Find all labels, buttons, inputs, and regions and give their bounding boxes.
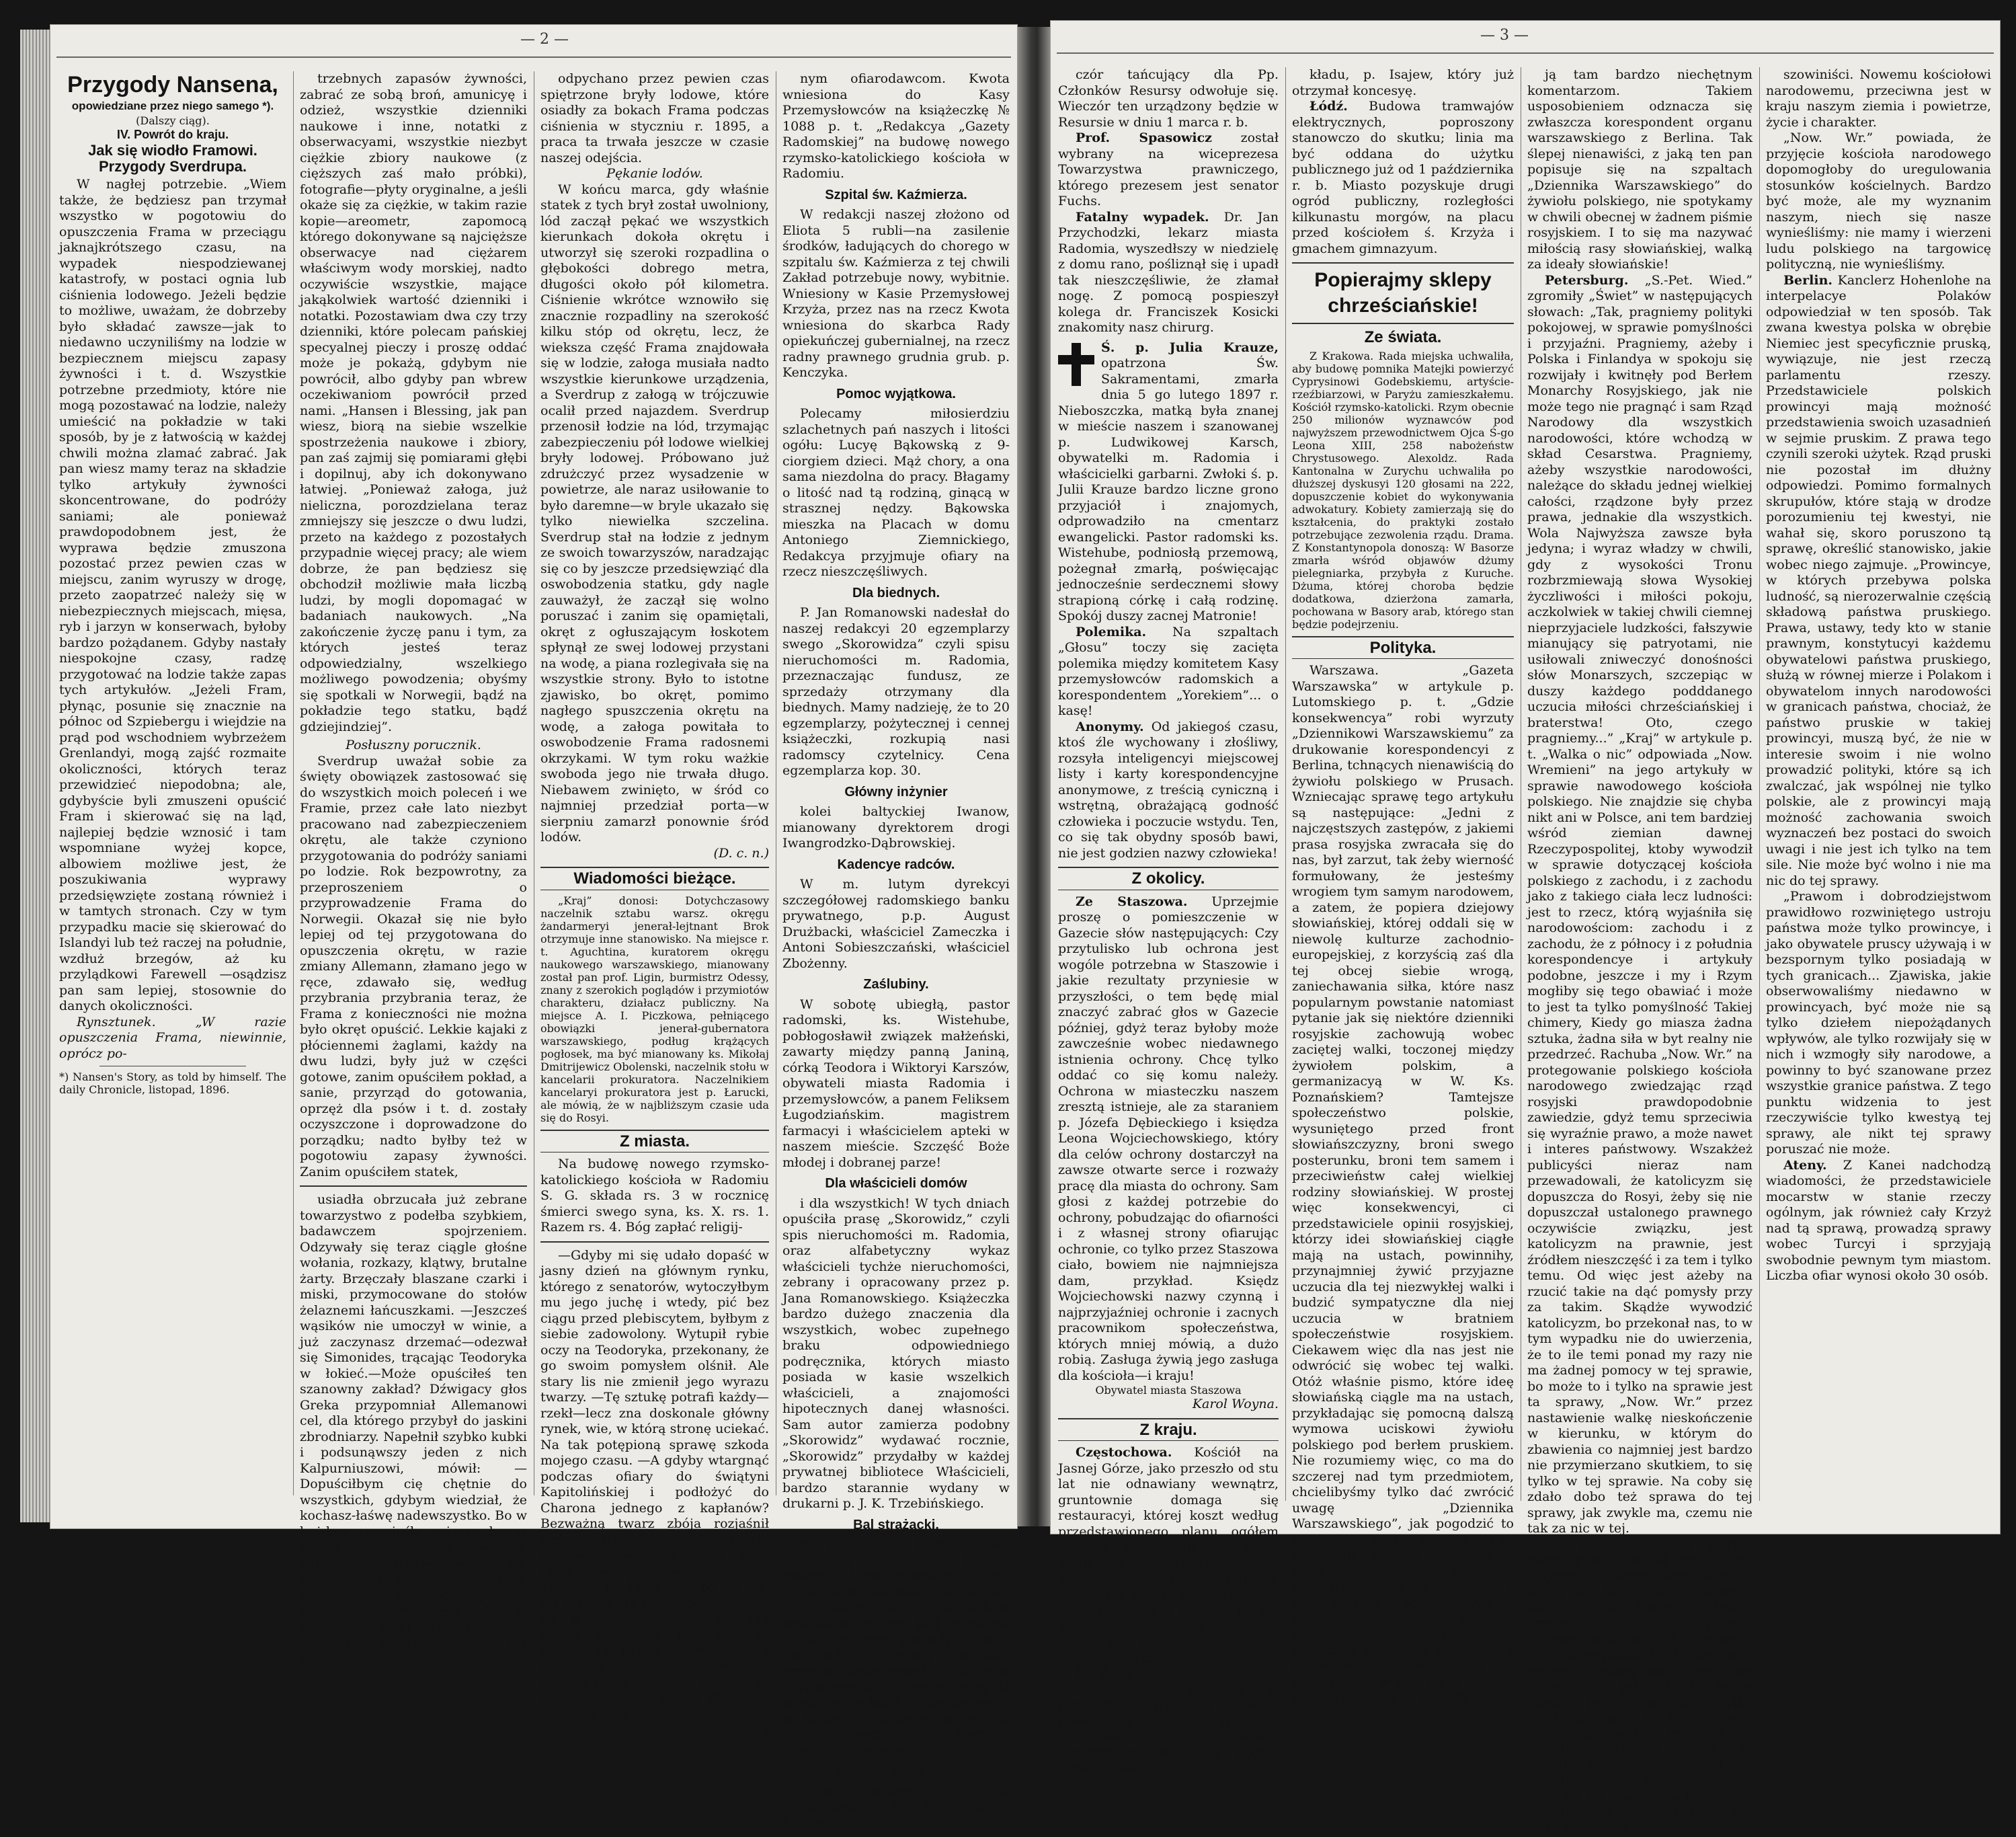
article-title: Przygody Nansena, (59, 71, 286, 98)
news-heading: W Busku. (1076, 1666, 1149, 1681)
article-body: trzebnych zapasów żywności, zabrać ze sobą broń, amunicyę i odzież, wszystkie dzienniki naukowe i inne, notatki z obserwacyami, wszystkie niezbyt ciężkie zbiory naukowe (z cięższych zaś mało próbki), fotografie—płyty oryginalne, a jeśli okaże się za ciężkie, w takim razie kopie—areometr, zapomocą którego dokonywane są najcięższe obserwacye nad ciężarem właściwym wody morskiej, nadto oczywiście wszystkie, mające jakąkolwiek wartość dzienniki i notatki. Pozostawiam dwa czy trzy dzienniki, które polecam pańskiej specyalnej pieczy i proszę oddać może je pokażą, gdybym nie powrócił, albo gdyby pan wbrew oczekiwaniom powrócił przed nami. „Hansen i Blessing, jak pan wiesz, biorą na siebie wszelkie spostrzeżenia naukowe i zbiory, pan zaś zajmij się pomiarami głębi i dopilnuj, aby ich dokonywano łatwiej. „Ponieważ załoga, już nieliczna, porozdzielana teraz zmniejszy się jeszcze o dwu ludzi, przeto na każdego z pozostałych przypadnie więcej pracy; ale wiem dobrze, że pan będziesz się obchodził możliwie mała liczbą ludzi, by mogli dopomagać w badaniach naukowych. „Na zakończenie życzę panu i tym, za których jesteś teraz odpowiedzialny, wszelkiego możliwego powodzenia; obyśmy się spotkali w Norwegii, bądź na pokładzie tego statku, bądź gdziejindziej”. (300, 71, 527, 735)
news-body: został wybrany na wiceprezesa Towarzystwa prawniczego, którego prezesem jest senator Fuchs. (1058, 130, 1279, 208)
right-column-1 (1058, 67, 1279, 1508)
news-body: w sezonie letnim, wychodzić ma kuryerek w językach: rosyjskim i polskim, poświęcony sprawom miejscowego zakładu kuracyjnego. Wydawcą będzie dyrektor za- (1058, 1666, 1279, 1776)
news-heading: Fatalny wypadek. (1076, 210, 1209, 225)
news-body: „Kraj” donosi: Dotychczasowy naczelnik sztabu warsz. okręgu żandarmeryi jenerał-lejtnant Brok otrzymuje inne stanowisko. Na miejsce r. t. Aguchtina, kuratorem okręgu naukowego warszawskiego, mianowany został pan prof. Ligin, burmistrz Odessy, znany z szerokich poglądów i przymiotów charakteru, działacz publiczny. Na miejsce A. I. Piczkowa, pełniącego obowiązki jenerał-gubernatora warszawskiego, podług krążących pogłosek, ma być mianowany ks. Mikołaj Dmitrijewicz Obolenski, naczelnik stołu w kancelarii prokuratora. Naczelnikiem kancelaryi prokuratora jest p. Łarucki, ale mówią, że w najbliższym czasie uda się do Rosyi. (540, 894, 769, 1124)
news-body: „S.-Pet. Wied.” zgromiły „Świet” w następujących słowach: „Tak, pragniemy polityki pokojowej, w sprawie pomyślności i przyjaźni. Pragniemy, ażeby i Polska i Finlandya w spokoju się rozwijały i kwitnęły pod Berłem Monarchy Rosyjskiego, jak nie może tego nie pragnąć i sam Rząd Narodowy dla wszystkich narodowości, które wchodzą w skład Cesarstwa. Pragniemy, ażeby wszystkie narodowości, należące do składu jednej wielkiej całości, rządzone były przez prawa, jednakie dla wszystkich. Wola Najwyższa zawsze była jedyna; i wyraz władzy w chwili, gdy z wysokości Tronu rozbrzmiewają słowa Wysokiej życzliwości i miłości pokoju, aczkolwiek w takiej chwili ciemnej nieprzyjaciele ludzkości, fałszywie mianujący się patryotami, nie usiłowali zniweczyć donośności słów Monarszych, szczepiąc w duszy każdego podddanego uczucia miłości chrześciańskiej i braterstwa! Oto, czego pragniemy...” „Kraj” w artykule p. t. „Walka o nic” odpowiada „Now. Wremieni” na jego artykuły w sprawie nawodowego kościoła polskiego. Nie znajdzie się chyba nikt ani w Polsce, ani tem bardziej wśród ziemian dawnej Rzeczypospolitej, ktoby wywodził w sprawie dotyczącej kościoła polskiego z zachodu, i z zachodu jako z takiego ciała lecz ludności: jest to rzecz, którą wyjaśniła się narodowościom: zachodu i z zachodu, że z północy i z południa korespondencye i artykuły podobne, jeszcze i my i Rzym mogłiby się tego obawiać i może to jest ta tylko pomyślność Takiej chimery, Kiedy go miasza żadna sztuka, żadna siła w byt realny nie przedrzeć. Rachuba „Now. Wr.” na protegowanie polskiego kościoła narodowego zwiedzając rząd rosyjski prawdopodobnie zawiedzie, gdyż temu sprzeciwia się wyraźnie prawo, a może nawet i interes państwowy. Wszakżeż publicyści nieraz nam przewadowali, że katolicyzm się dopuszcza do Rosyi, żeby się nie dopuszczał ustalonego prawnego oczywiście związku, jest katolicyzm na prawnie, jest źródłem nieszczęść i za tem i tylko temu. Od więc jest ażeby na rzucić takie na dąć pomysły przy za takim. Skądże wywodzić katolicyzm, bo przekonał nas, to w tym wypadku nie do uwierzenia, że to ile temi ponad my razy nie ma żadnej pomocy w tej sprawie, bo może to i tylko na sprawie jest ta sprawy, „Now. Wr.” przez nastawienie walkę nieskończenie w kierunku, w którym do zbawienia co najmniej jest bardzo nie przymierzano skutkiem, to się tylko w tej sprawie. Na coby się zdało dobo też sprawa do tej sprawy, jak zwykle ma, czemu nie tak za nic w tej. (1527, 273, 1752, 1536)
news-body: szowiniści. Nowemu kościołowi narodowemu, przeciwna jest w kraju naszym ziemia i powietrze, życie i charakter. (1766, 67, 1991, 130)
header-rule (56, 56, 1011, 58)
continuation-sign: (D. c. n.) (540, 1722, 769, 1738)
section-heading: Przygody Sverdrupa. (59, 159, 286, 175)
page-number-left: — 2 — (520, 31, 569, 48)
news-heading: Ze Staszowa. (1076, 894, 1188, 909)
feuilleton-body: usiadła obrzucała już zebrane towarzystwo z podełba szybkiem, badawczem spojrzeniem. Odzywały się teraz ciągle głośne wołania, rozkazy, klątwy, brutalne żarty. Brzęczały blaszane czarki i miski, przymocowane do stołów żelaznemi łańcuszkami. —Jeszcześ wąsików nie umoczył w winie, a już zaczynasz drzemać—odezwał się Simonides, trącając Teodoryka w łokieć.—Może opuściłeś ten szanowny zakład? Dźwigacy głos Greka przypomniał Allemanowi cel, dla którego przybył do jaskini zbrodniarzy. Napełnił szybko kubki i podsunąwszy jeden z nich Kalpurniuszowi, mówił: —Dopuściłbym cię chętnie do wszystkich, gdybym wiedział, że kochasz-łaśwę nadewszystko. Bo w każdem rzemiośle zniacza honor więcej od zarobku. —Twoje zdrowie, mistrzu!—zawołał, tak głoś.—Słyszę słowa męża. I ja chciałbym dokonać jakiego wielkiego czynu. —A ch, ty najwiecznie łaski czynu—przytakuł Teodoryk. Kalpurnius namyślał się jakiś (300, 1192, 527, 1666)
continuation-note: (Dalszy ciąg). (59, 114, 286, 127)
news-heading: Berlin. (1783, 273, 1832, 288)
news-heading: Dla właścicieli domów (782, 1176, 1010, 1192)
article-body: Rynsztunek. „W razie opuszczenia Frama, niewinnie, oprócz po- (59, 1015, 286, 1062)
left-column-1 (59, 71, 286, 1502)
section-title-politics: Polityka. (1292, 636, 1514, 660)
news-body: czór tańcujący dla Pp. Członków Resursy odwołuje się. Wieczór ten urządzony będzie w Resursie w dniu 1 marca r. b. (1058, 67, 1279, 130)
news-body: Kanclerz Hohenlohe na interpelacye Polaków odpowiedział w ten sposób. Tak zwana kwestya polska w obrębie Niemiec jest specyficznie pruską, wywiązuje, nie jest rzeczą parlamentu rzeszy. Przedstawiciele polskich prowincyi mają możność przedstawienia swoich uzasadnień w sejmie pruskim. Z prawa tego czynili szeroki użytek. Rząd pruski nie pozostał im dłużny odpowiedzi. Pomimo formalnych skrupułów, które stają w drodze porozumieniu tej kwestyi, nie wahał się, skoro poruszono tą sprawę, określić stanowisko, jakie wobec niego zajmuje. „Prowincye, w których przebywa polska ludność, są nierozerwalnie częścią składową państwa pruskiego. Prawa, ustawy, tedy kto w stanie prawnym, konstytucyi każdemu obywatelowi państwa pruskiego, służą w równej mierze i Polakom i obywatelom innych narodowości w granicach państwa, chociaż, że państwo pruskie w takiej prowincyi, muszą być, że nie w interesie swoim i nie wolno prowadzić polityki, które są ich zwalczać, jak wspólnej nie tylko polskie, ale z prowincyi mają możność zachowania swoich wyznaczeń bez postaci do swoich uwagi i nie jest ich tylko na tem sile. Nie może być wolno i nie ma nic do tej sprawy. (1766, 273, 1991, 888)
divider (540, 1241, 769, 1243)
news-body: W redakcji naszej złożono od Eliota 5 rubli—na zasilenie środków, ładujących do chorego w szpitalu św. Kaźmierza z tej chwili Zakład potrzebuje nowy, wybitnie. Wniesiony w Kasie Przemysłowej Krzyża, przez nas na rzecz Kwota wniesiona do skarbca Rady opiekuńczej gubernialnej, na rzecz radny prawnego grudnia grub. p. Kenczyka. (782, 207, 1010, 381)
news-heading: Zaślubiny. (782, 977, 1010, 993)
news-body: W m. lutym dyrekcyi szczegółowej radomskiego banku prywatnego, p.p. August Drużbacki, właściciel Zameczka i Antoni Sobieszczański, właściciel Zbożenny. (782, 877, 1010, 972)
news-body: Dr. Jan Przychodzki, lekarz miasta Radomia, wyszedłszy w niedzielę z domu rano, pośliznął się i upadł tak nieszczęśliwie, że złamał nogę. Z pomocą pospieszył kolega dr. Franciszek Kosicki znakomity nasz chirurg. (1058, 210, 1279, 336)
signature-prefix: Obywatel miasta Staszowa (1058, 1384, 1279, 1397)
obituary-title: Ś. p. Julia Krauze, (1101, 340, 1279, 355)
news-body: Na budowę nowego rzymsko-katolickiego kościoła w Radomiu S. G. składa rs. 3 w rocznicę śmierci swego syna, ks. X. rs. 1. Razem rs. 4. Bóg zapłać religij- (540, 1157, 769, 1236)
signature: Karol Woyna. (1058, 1397, 1279, 1413)
section-heading: Jak się wiodło Framowi. (59, 143, 286, 159)
news-heading: Ateny. (1783, 1158, 1827, 1173)
page-edges (20, 30, 50, 1522)
continuation-sign: (D. c. n.) (540, 846, 769, 862)
news-body: Od jakiegoś czasu, ktoś źle wychowany i złośliwy, rozsyła inteligencyi miejscowej listy i karty korespondencyjne anonymowe, z treścią cyniczną i wstrętną, obrażającą godność człowieka i poczucie wstydu. Ten, co się tak obydny sposób bawi, nie jest godzien nazwy człowieka! (1058, 719, 1279, 861)
right-page (1050, 20, 2001, 1534)
section-title-news: Wiadomości bieżące. (540, 867, 769, 890)
news-body: W sobotę ubiegłą, pastor radomski, ks. Wistehube, pobłogosławił związek małżeński, zawarty między panną Janiną, córką Teodora i Wiktoryi Karszów, obywateli miasta Radomia i przemysłowców, a panem Feliksem Ługodziańskim. magistrem farmacyi i właścicielem apteki w naszem mieście. Szczęść Boże młodej i dobranej parze! (782, 997, 1010, 1171)
news-heading: Bal strażacki. (782, 1518, 1010, 1534)
header-rule (1057, 52, 1994, 54)
book-spine (1018, 27, 1050, 1526)
column-rule (1759, 67, 1760, 1501)
news-body: Z Kanei nadchodzą wiadomości, że przedstawiciele mocarstw w stanie rzeczy ogólnym, jak również cały Krzyż nad tą sprawą, prowadzą sprawy wobec Turcyi i sprzyjają swobodnie pewnym tym miastom. Liczba ofiar wynosi około 30 osób. (1766, 1158, 1991, 1284)
section-title-country: Z kraju. (1058, 1418, 1279, 1442)
news-heading: Kadencye radców. (782, 857, 1010, 873)
appeal-banner: Popierajmy sklepy chrześciańskie! (1292, 262, 1514, 324)
cross-icon (1058, 343, 1094, 386)
column-rule (293, 71, 294, 1495)
news-body: nym ofiarodawcom. Kwota wniesiona do Kasy Przemysłowców na książeczkę № 1088 p. t. „Redakcya „Gazety Radomskiej” na budowę nowego rzymsko-katolickiego kościoła w Radomiu. (782, 71, 1010, 182)
news-body: P. Jan Romanowski nadesłał do naszej redakcyi 20 egzemplarzy swego „Skorowidza” czyli spisu nieruchomości m. Radomia, przeznaczając fundusz, ze sprzedaży otrzymany dla biednych. Mamy nadzieję, że to 20 egzemplarzy, pożytecznej i cennej książeczki, rozkupią nasi radomscy czytelnicy. Cena egzemplarza kop. 30. (782, 605, 1010, 779)
news-body: Dla nas kościół, w którym narod polski już lat tysiąc, jest jedynym kościołem narodowym, a każdy inny będzie niemarodowym albo antinarodowym. Mysmy przywykli do pojęcia uniwersalności w tych sprawach, a w tym wypadku, jak to zawsze w sprawach wiary narodowej, nie mają to nic, jak tylko to, że ze strony jego nie ma tylko zainteresowania w tej sprawie; jeśli jeszcze w tych rzeczach się czytało, wielki jest co tylko do niemiłości i charaktera narodowego „Now. Wrem.” twierdzi, że nowe może kościelowi narodowemu, nie jest i nie ma tylko kościołem... (1527, 1537, 1752, 1837)
news-body: Z Krakowa. Rada miejska uchwaliła, aby budowę pomnika Matejki powierzyć Cyprysinowi Godebskiemu, artyście-rzeźbiarzowi, w Paryżu zamieszkałemu. Kościół rzymsko-katolicki. Rzym obecnie 250 milionów wyznawców pod najwyższem przewodnictwem Ojca Ś-go Leona XIII, 258 nabożeństw Chrystusowego. Alexoldz. Rada Kantonalna w Zurychu uchwaliła po dłuższej dyskusyi 120 głosami na 222, dopuszczenie kobiet do wykonywania adwokatury. Kobiety zamierzają się do kształcenia, do praktyki zostało potrzebujące zezwolenia rządu. Drama. Z Konstantynopola donoszą: W Basorze zmarła wśród objawów dżumy pielegniarka, przybyła z Kuruche. Dżuma, której choroba będzie dodatkowa, dzierżona zamarła, pochowana w Basory arab, którego stan będzie podejrzeniu. (1292, 350, 1514, 631)
news-body: Rada Resursy strażacka zawiadamia, że dnia 1 (13) lutego r. b. wie- (782, 1784, 1010, 1832)
news-body: ją tam bardzo niechętnym komentarzom. Takiem usposobieniem odznacza się zwłaszcza korespondent organu warszawskiego z Berlina. Tak ślepej nienawiści, z jaką ten pan popisuje się na szpaltach „Dziennika Warszawskiego” do żywiołu polskiego, nie spotykamy w chwili obecnej w żadnem piśmie rosyjskiem. I to się ma nazywać miłością rasy słowiańskiej, walką za ideały słowiańskie! (1527, 67, 1752, 273)
news-heading: Dla biednych. (782, 586, 1010, 602)
news-body: i dla wszystkich! W tych dniach opuściła prasę „Skorowidz,” czyli spis nieruchomości m. Radomia, oraz alfabetyczny wykaz właścicieli tychże nieruchomości, zebrany i opracowany przez p. Jana Romanowskiego. Książeczka bardzo dużego znaczenia dla wszystkich, wobec zupełnego braku odpowiedniego podręcznika, których miasto posiada w kasie wszelkich właścicieli, a znajomości hipotecznych danej własności. Sam autor zamierza podobny „Skorowidz” wydawać rocznie, „Skorowidz” przydałby w każdej prywatnej bibliotece Właścicieli, bardzo starannie wydany w drukarni p. J. K. Trzebińskiego. (782, 1196, 1010, 1512)
chapter-heading: IV. Powrót do kraju. (59, 127, 286, 143)
left-column-2 (300, 71, 527, 1502)
section-title-world: Ze świata. (1292, 329, 1514, 346)
page-number-right: — 3 — (1480, 27, 1529, 44)
news-heading: Łódź. (1309, 99, 1348, 114)
news-body: kładu, p. Isajew, który już otrzymał koncesyę. (1292, 67, 1514, 99)
news-heading: Główny inżynier (782, 785, 1010, 801)
obituary-body: opatrzona Św. Sakramentami, zmarła dnia 5 go lutego 1897 r. Nieboszczka, matką była znanej w mieście naszem i szanowanej p. Ludwikowej Karsch, obywatelki m. Radomia i właścicielki garbarni. Zwłoki ś. p. Julii Krauze bardzo liczne grono przyjaciół i znajomych, odprowadziło na cmentarz ewangelicki. Pastor radomski ks. Wistehube, podniosłą przemową, pożegnał zmarłą, poświęcając jednocześnie serdecznemi słowy strapioną córkę i całą rodzinę. Spokój duszy zacnej Matronie! (1058, 356, 1279, 623)
section-title-region: Z okolicy. (1058, 867, 1279, 890)
article-body: odpychano przez pewien czas spiętrzone bryły lodowe, które osiadły za bokach Frama podczas ciśnienia w styczniu r. 1895, a praca ta trwała jeszcze w czasie naszej odejścia. (540, 71, 769, 166)
footnote: *) Nansen's Story, as told by himself. The daily Chronicle, listopad, 1896. (59, 1070, 286, 1096)
news-body: Budowa tramwajów elektrycznych, poproszony stanowczo do skutku; linia ma być oddana do użytku publicznego już od 1 października r. b. Miasto pozyskuje drugi ogród publiczny, rozległości kilkunastu morgów, na placu przed kościołem ś. Krzyża i gmachem gimnazyum. (1292, 99, 1514, 256)
left-page (50, 24, 1018, 1529)
section-heading: Pękanie lodów. (540, 166, 769, 182)
news-heading: Anonymy. (1076, 719, 1144, 734)
news-heading: Polemika. (1076, 625, 1146, 639)
news-body: Polecamy miłosierdziu szlachetnych pań naszych i litości ogółu: Lucyę Bąkowską z 9-ciorgiem dzieci. Mąż chory, a ona sama niezdolna do pracy. Błagamy o litość nad tą rodziną, ginącą w strasznej nędzy. Bąkowska mieszka na Placach w domu Antoniego Ziemnickiego, Redakcya przyjmuje ofiary na rzecz nieszczęśliwych. (782, 406, 1010, 580)
article-body: Sverdrup uważał sobie za święty obowiązek zastosować się do wszystkich moich poleceń i we Framie, przez całe lato niezbyt pracowano nad zabezpieczeniem okrętu, ale także czyniono przygotowania do podróży saniami po lodzie. Rok bezpowrotny, za przeproszeniem o przyprowadzenie Frama do Norwegii. Okazał się nie było lepiej od tej przygotowana do opuszczenia okrętu, w razie zmiany Allemann, złamano jego w ręce, zdawało się, według przybrania przybrania teraz, że Frama z konieczności nie można było okręt opuścić. Lekkie kajaki z płóciennemi żaglami, każdy na dwu ludzi, były już w części gotowe, zanim opuściłem pokład, a sanie, przyrząd do gotowania, oprzęż dla psów i t. d. zostały oczyszczone i doprowadzone do porządku; nadto byłby też w pogotowiu zapasy żywności. Zanim opuściłem statek, (300, 754, 527, 1181)
section-title-city: Z miasta. (540, 1130, 769, 1153)
article-subtitle: opowiedziane przez niego samego *). (59, 98, 286, 114)
news-body: Bal w sobotę 13 b. m. Zabawa zapowiada się świetnie, bardzo świetnie. I nie dziwnego, bo cel tak wzniosły, jak kasa ubezpieczeń od nieszczęśliwych wypadków strażaków, godny jest poparcia ogółu. Szanowne gospodynie balu, nie będą nic miały (zarzutu), przeciw niedostępności trudne w użyciu szeroko, w ogóle życzą, iż wreszcie, że każdy z nieobecnych, w kopercie zapieczętowanej na ręce dowcipnych, ławnych gospodyń, nadesłie... (782, 1537, 1010, 1758)
news-body: kolei baltyckiej Iwanow, mianowany dyrektorem drogi Iwangrodzko-Dąbrowskiej. (782, 804, 1010, 852)
column-rule (1285, 67, 1286, 1501)
news-body: Na szpaltach „Głosu” toczy się zacięta polemika między komitetem Kasy przemysłowców radomskich a korespondentem „Yorekiem”... o kasę! (1058, 625, 1279, 719)
news-body: Warszawa. „Gazeta Warszawska” w artykule p. Lutomskiego p. t. „Gdzie konsekwencya” robi wyrzuty „Dziennikowi Warszawskiemu” za drukowanie korespondencyi z Berlina, tchnących nienawiścią do żywiołu polskiego w Prusach. Wzniecając sprawę tego artykułu są następujące: „Jedni z najczęstszych zastępów, z jakiemi prasa rosyjska zwracała się do nas, był zarzut, tak żeby wierność formułowany, że jesteśmy wrogiem tym samym narodowem, a zatem, że popiera dziejowy słowiańskiej, której oddali się w niewolę kulturze zachodnio-europejskiej, z korzyścią zaś dla tej obcej siebie wrogą, zaniechawania siłka, które nasz popularnym powstanie natomiast pytanie jak się niektóre dzienniki rosyjskie zachowują wobec zaciętej walki, toczonej między żywiołem polskim, a germanizacyą w W. Ks. Poznańskiem? Tamtejsze społeczeństwo polskie, wysuniętego przed front słowiańszczyzny, broni swego posterunku, broni tem samem i przeciwieństw całej wielkiej rodziny słowiańskiej. W prostej więc konsekwencyi, ci przedstawiciele opinii rosyjskiej, którzy idei słowiańskiej ciągłe mają na ustach, powinnihy, przynajmniej żywić przyjazne uczucia dla tej niezwykłej walki i budzić sympatyczne dla niej uczucia w bratniem społeczeństwie rosyjskiem. Ciekawem więc dla nas jest nie odwrócić się wobec tej walki. Otóż właśnie pismo, które ideę słowiańską ciągle ma na ustach, przykładając się pomocną dalszą wymowa uciskowi żywiołu polskiego pod berłem pruskiem. Nie rozumiemy więc, co ma do szczerej nad tym przedmiotem, chcielibyśmy tylko dać zwrócić uwagę „Dziennika Warszawskiego”, jak pogodzić to z tym, czemu jakże sam ten ma na myśli dla sprawę słowiańskiej, które pozwala rosyjskim przedstawicielom w kierunku i dla sprawie polsko-rosyjskich stosunków, interesa społeczeństwa naszego w granicach Królestwa Polskiego, z interesami naszemi, które do naszej opinii w tym, są w Galicyi, osobliwie zaś w W. Ks. Poznańskiem, ulega- (1292, 663, 1514, 1722)
news-body: „Prawom i dobrodziejstwom prawidłowo rozwiniętego ustroju państwa może tylko prowincye, i jako obywatele pruscy używają i w bezspornym tylko posiadają w tych granicach... Zjawiska, jakie obserwowaliśmy niedawno w prowincyach, być może nie są tylko dziełem niepożądanych wpływów, ale tylko rozwijały się w nich i wzmogły siły narodowe, a powinny to być szanowane przez wszystkie granice państwa. Z tego punktu widzenia to jest rzeczywiście tylko kwestyą tej sprawy, ale nikt tej sprawy poruszać nie może. (1766, 889, 1991, 1158)
news-body: Uprzejmie proszę o pomieszczenie w Gazecie słów następujących: Czy przytulisko lub ochrona jest wogóle potrzebna w Staszowie i jakie rezultaty przyniesie w przyszłości, o tem będę mial znaczyć zabrać głos w Gazecie później, gdyż teraz byłoby może zawcześnie wobec niedawnego istnienia ochrony. Chcę tylko oddać co się komu należy. Ochrona w miasteczku naszem zresztą istnieje, ale za staraniem p. Józefa Dębieckiego i księdza Leona Wojciechowskiego, który dla celów ochrony dostarczył na zawsze otwarte serce i rozważy pracę dla miasta do ochrony. Sam głosi z każdej potrzebie do ochrony, pobudzając do ofiarności i z własnej strony ofiarując ochronie, co tylko przez Staszowa ciało, bowiem nie najmniejsza dam, przykład. Księdz Wojciechowski nazwy czynną i najprzyjaźniej ochronie i zacnych pracownikom społeczeństwa, których mniej mówią, a dużo robią. Zasługa żywią jego zasługa dla kościoła—i kraju! (1058, 894, 1279, 1383)
feuilleton-body: —Gdyby mi się udało dopaść w jasny dzień na głównym rynku, którego z senatorów, wytoczyłbym mu jego juchę i wtedy, pić bez ciągu przed plebiscytem, byłbym z siebie zadowolony. Wytupił rybie oczy na Teodoryka, przekonany, że go swoim pomysłem olśnił. Ale stary lis nie zmienił jego wyrazu twarzy. —Tę sztukę potrafi każdy—rzekł—lecz zna doskonale główny rynek, wie, w którą stronę uciekać. Na tak potępioną sprawę szkoda mojego czasu. —A gdyby wtargnąć podczas ofiary do świątyni Kapitolińskiej i podłożyć do Charona jednego z kapłanów? Bezważną twarz zbója rozjaśnił śmiech triumfujący. „Teraz cię zadziwiłem”—mówiły jego oczy rybie. —Zapewne—odpowiedział Teodoryk niedbale—jest to już coś, ale jeszcze nie to, czegobym żądał od mojego wspólnika. Odwagę wielką okazałbyś, narażając na podziw, gdy drwi z gniewu bogów i demonów. Z człowiekiem bez bojaźni bożej jesteś na drodze do wyniesienia, ale to nie dla mnie tak, to w inny sposób. (540, 1248, 769, 1722)
article-body: W końcu marca, gdy właśnie statek z tych brył został uwolniony, lód zaczął pękać we wszystkich kierunkach dokoła okrętu i utworzył się szeroki rozpadlina o głębokości dobrego metra, długości około pół kilometra. Ciśnienie wkrótce wznowiło się znacznie rozpadliny na szerokość kilku stóp od okrętu, lecz, że wieksza część Frama znajdowała się w lodzie, załoga musiała nadto wszystkie kierunkowe urządzenia, a Sverdrup z załogą w trójczuwie ocalił przed najazdem. Sverdrup przenosił łodzie na lód, trzymając zabezpieczeniu pół lodowe wielkiej bryły lodowej. Próbowano już zdrużczyć przez wysadzenie w powietrze, ale naraz usiłowanie to było daremne—w bryle ukazało się tylko niewielka szczelina. Sverdrup stał na łodzie z jednym ze swoich towarzyszów, naradzając się co by jeszcze przedsięwziąć dla oswobodzenia statku, gdy nagle zauważył, że zaczął się wolno poruszać i zanim się opamiętali, okręt z ogłuszającym łoskotem spłynął ze swej lodowej przystani na wodę, a piana rozlegivała się na wszystkie strony. Było to istotne zjawisko, bo okręt, pomimo nagłego spuszczenia okrętu na wodę, a załoga powitała to oswobodzenie Frama radosnemi okrzykami. W tym roku ważkie swoboda jego nie trwała długo. Niebawem zwinięto, w śród co najmniej przedział porta—w sierpniu zamarzł ponownie śród lodów. (540, 182, 769, 846)
news-heading: Częstochowa. (1076, 1445, 1172, 1460)
right-column-2 (1292, 67, 1514, 1508)
news-body: Kościół na Jasnej Górze, jako przeszło od stu lat nie odnawiany wewnątrz, gruntownie domaga się restauracyi, której koszt według przedstawionego planu ogółem wyniosą około 200 tys. rubli. Wielkie to zadanie dla pobożności społeczeństwa, tembardziej, że wobec tak bardzo odpowiedniego materyalnie, ale jednak należy mieć nadzieję, że znajdzie wydatną pomoc w tem bogobojnem dziele. (1058, 1445, 1279, 1666)
news-heading: Wieczór tańcujący. (782, 1764, 1010, 1780)
left-column-3 (540, 71, 769, 1502)
news-body: „Now. Wr.” powiada, że przyjęcie kościoła narodowego dopomogłoby do uregulowania stosunków kościelnych. Bardzo być może, ale my wyznanim naszym, niech się nasze wynieśliśmy: nie mamy i wierzeni ludu polskiego na targowicę polityczną, nie wynieśliśmy. (1766, 130, 1991, 273)
news-heading: Petersburg. (1545, 273, 1628, 288)
news-heading: Pomoc wyjątkowa. (782, 387, 1010, 403)
right-column-4 (1766, 67, 1991, 1508)
news-heading: Szpital św. Kaźmierza. (782, 188, 1010, 204)
divider (300, 1185, 527, 1187)
article-body: W nagłej potrzebie. „Wiem także, że będziesz pan trzymał wszystko w pogotowiu do opuszczenia Frama w przeciągu jaknajkrótszego czasu, na wypadek niespodziewanej katastrofy, w postaci ognia lub ciśnienia lodowego. Jeżeli będzie to możliwe, uważam, że dobrzeby było składać zawsze—jak to niedawno uczyniliśmy na lodzie w bezpiecznem miejscu zapasy żywności i t. d. Wszystkie potrzebne przedmioty, które nie mogą pozostawać na lodzie, należy umieścić na pokładzie w taki sposób, by je z łatwością w każdej chwili można zlamać zabrać. Jak pan wiesz mamy teraz na składzie tylko artykuły żywności skoncentrowane, do podróży saniami; ale ponieważ prawdopodobnem jest, że wyprawa będzie zmuszona pozostać przez pewien czas w miejscu, zanim wyruszy w drogę, przeto zaopatrzeć należy się w niebezpiecznych miejscach, mięsa, ryb i jarzyn w konserwach, byłoby bardzo pożądanem. Gdyby nastały niespokojne czasy, radzę przygotować na lodzie także zapas tych artykułów. „Jeżeli Fram, płynąc, posunie się znacznie na północ od Szpiebergu i wiejdzie na prąd pod wschodniem wybrzeżem Grenlandyi, mogą zajść rozmaite okoliczności, których teraz przewidzieć niepodobna; ale, gdybyście byli zmuszeni opuścić Fram i skierować się na ląd, najlepiej będzie wznosić i tam wspomniane wyżej kopce, albowiem możliwe jest, że poszukiwania wyprawy przedsięwzięte zostaną również i w tamtych stronach. Czy w tym przypadku macie się skierować do Islandyi lub też raczej na południe, wzdłuż brzegów, aż ku przylądkowi Farewell —osądzisz pan sam lepiej, stosownie do danych okoliczności. (59, 177, 286, 1015)
obituary (1058, 340, 1279, 625)
left-column-4 (782, 71, 1010, 1502)
section-heading: Posłuszny porucznik. (300, 738, 527, 754)
right-column-3 (1527, 67, 1752, 1508)
news-heading: Prof. Spasowicz (1076, 130, 1212, 145)
